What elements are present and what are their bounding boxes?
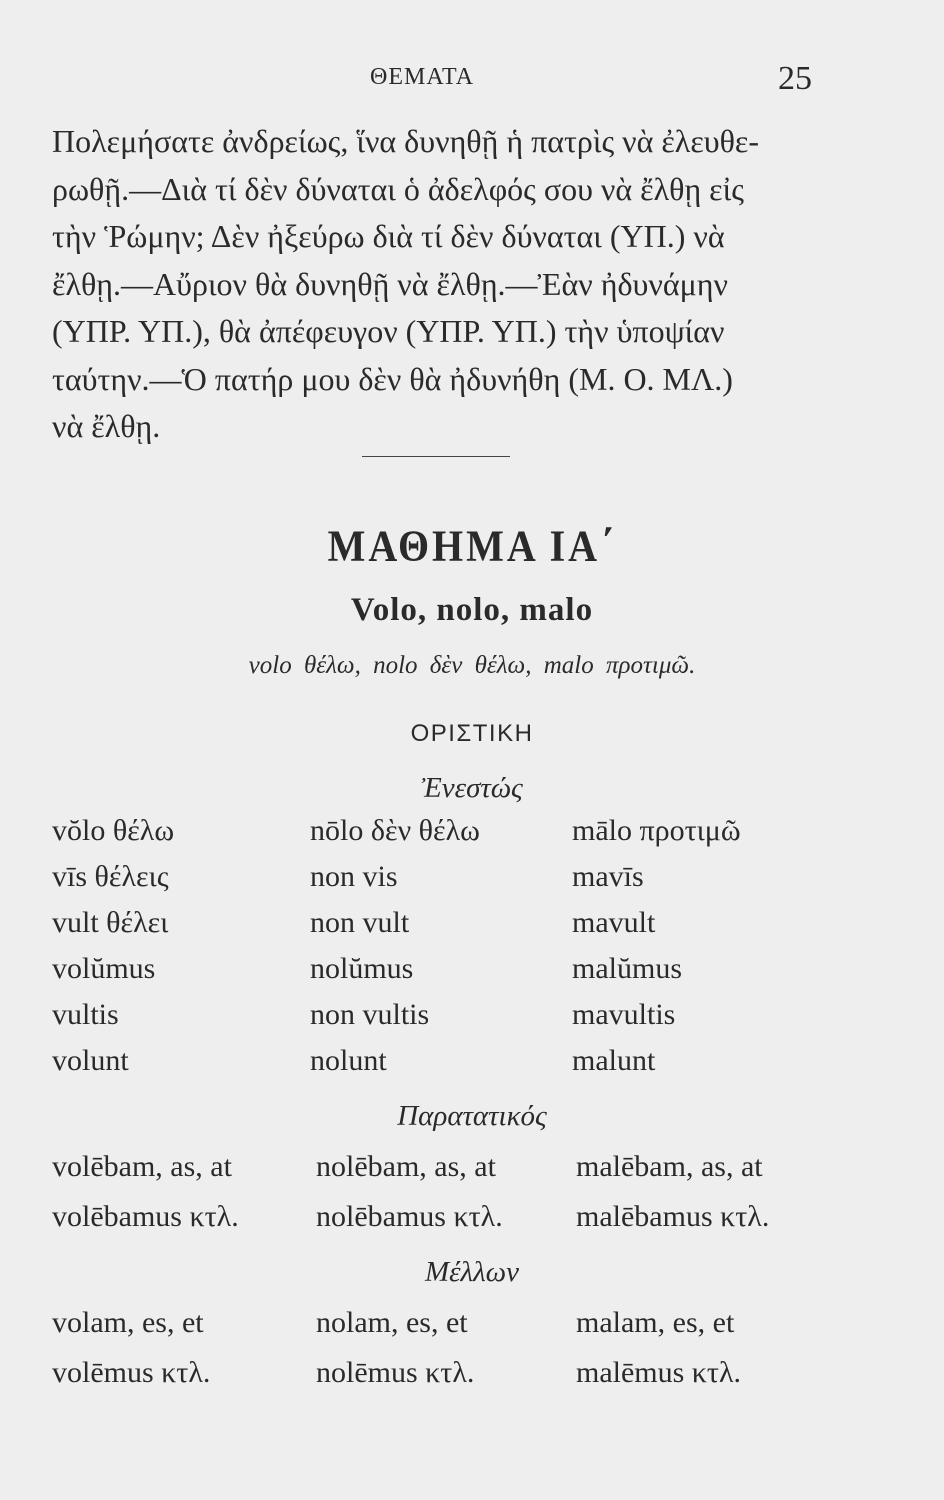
nolo-form: non vis xyxy=(310,860,398,893)
nolo-form: nolam, es, et xyxy=(316,1306,468,1339)
nolo-form: nolŭmus xyxy=(310,952,414,985)
malo-form: malunt xyxy=(572,1044,656,1077)
exercise-line: Πολεμήσατε ἀνδρείως, ἵνα δυνηθῇ ἡ πατρὶς νὰ ἐλευθε- xyxy=(52,123,760,159)
table-row xyxy=(52,906,882,952)
volo-form: volēbamus κτλ. xyxy=(52,1200,239,1233)
tense-heading-present: Ἐνεστώς xyxy=(421,772,523,804)
imperfect-conjugation-table xyxy=(52,1150,882,1250)
nolo-form: non vultis xyxy=(310,998,430,1031)
volo-form: vultis xyxy=(52,998,119,1031)
table-row xyxy=(52,814,882,860)
future-conjugation-table xyxy=(52,1306,882,1406)
nolo-form: non vult xyxy=(310,906,410,939)
exercise-paragraph xyxy=(52,118,822,451)
nolo-form: nōlo δὲν θέλω xyxy=(310,814,480,847)
present-conjugation-table xyxy=(52,814,882,1090)
volo-form: vīs θέλεις xyxy=(52,860,169,893)
tense-heading-imperfect: Παρατατικός xyxy=(397,1100,547,1132)
running-head xyxy=(0,60,944,100)
volo-form: vŏlo θέλω xyxy=(52,814,175,847)
exercise-line: νὰ ἔλθῃ. xyxy=(52,408,161,444)
malo-form: mālo προτιμῶ xyxy=(572,814,741,847)
volo-form: volēmus κτλ. xyxy=(52,1356,211,1389)
section-divider xyxy=(362,456,510,457)
nolo-form: nolēbam, as, at xyxy=(316,1150,496,1183)
volo-form: volam, es, et xyxy=(52,1306,204,1339)
malo-form: malŭmus xyxy=(572,952,682,985)
nolo-form: nolēbamus κτλ. xyxy=(316,1200,503,1233)
malo-form: mavult xyxy=(572,906,656,939)
malo-form: malam, es, et xyxy=(576,1306,735,1339)
verbs-gloss: volo θέλω, nolo δὲν θέλω, malo προτιμῶ. xyxy=(248,652,696,679)
running-title: ΘΕΜΑΤΑ xyxy=(370,64,475,90)
malo-form: malēbam, as, at xyxy=(576,1150,763,1183)
table-row xyxy=(52,1306,882,1356)
mood-heading: ΟΡΙΣΤΙΚΗ xyxy=(410,720,534,747)
volo-form: volēbam, as, at xyxy=(52,1150,232,1183)
verbs-heading: Volo, nolo, malo xyxy=(350,592,594,628)
nolo-form: nolunt xyxy=(310,1044,387,1077)
table-row xyxy=(52,1356,882,1406)
table-row xyxy=(52,998,882,1044)
exercise-line: ἔλθῃ.—Αὔριον θὰ δυνηθῇ νὰ ἔλθῃ.—Ἐὰν ἠδυνάμην xyxy=(52,265,728,302)
table-row xyxy=(52,1150,882,1200)
exercise-line: (ΥΠΡ. ΥΠ.), θὰ ἀπέφευγον (ΥΠΡ. ΥΠ.) τὴν ὑποψίαν xyxy=(52,313,725,349)
page-number: 25 xyxy=(778,60,812,97)
volo-form: vult θέλει xyxy=(52,906,169,939)
lesson-title: ΜΑΘΗΜΑ ΙΑ΄ xyxy=(327,520,617,571)
table-row xyxy=(52,952,882,998)
exercise-line: τὴν Ῥώμην; Δὲν ἠξεύρω διὰ τί δὲν δύναται (ΥΠ.) νὰ xyxy=(52,218,725,254)
table-row xyxy=(52,1044,882,1090)
malo-form: malēbamus κτλ. xyxy=(576,1200,770,1233)
exercise-line: ρωθῇ.—Διὰ τί δὲν δύναται ὁ ἀδελφός σου νὰ ἔλθῃ εἰς xyxy=(52,170,744,207)
volo-form: volunt xyxy=(52,1044,129,1077)
table-row xyxy=(52,1200,882,1250)
tense-heading-future: Μέλλων xyxy=(424,1256,520,1288)
table-row xyxy=(52,860,882,906)
malo-form: malēmus κτλ. xyxy=(576,1356,742,1389)
malo-form: mavīs xyxy=(572,860,644,893)
nolo-form: nolēmus κτλ. xyxy=(316,1356,475,1389)
volo-form: volŭmus xyxy=(52,952,156,985)
malo-form: mavultis xyxy=(572,998,676,1031)
exercise-line: ταύτην.—Ὁ πατήρ μου δὲν θὰ ἠδυνήθη (Μ. Ο. ΜΛ.) xyxy=(52,360,733,397)
